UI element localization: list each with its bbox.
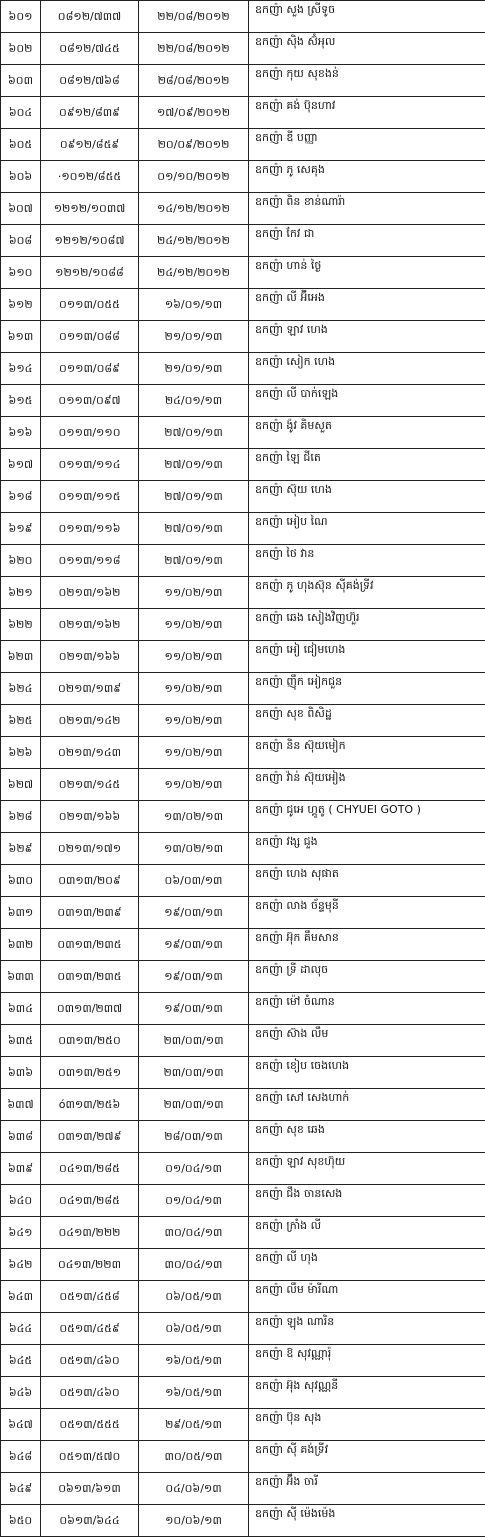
row-number-cell: ៦០៨ <box>1 225 41 257</box>
date-cell: ២០/០៩/២០១២ <box>139 129 249 161</box>
row-number-cell: ៦០៧ <box>1 193 41 225</box>
table-row <box>1 705 485 737</box>
reference-number-cell: ១២១២/១០៨៨ <box>41 257 139 289</box>
table-row <box>1 1057 485 1089</box>
name-cell: ឧកញ៉ា ជឹង ចានសេង <box>249 1185 485 1217</box>
name-cell: ឧកញ៉ា ញ៉ឹក អៀកជួន <box>249 673 485 705</box>
row-number-cell: ៦៤២ <box>1 1249 41 1281</box>
row-number-cell: ៦១៦ <box>1 417 41 449</box>
table-row <box>1 1025 485 1057</box>
reference-number-cell: ០៦១៣/៦១៣ <box>41 1473 139 1505</box>
table-row <box>1 1185 485 1217</box>
reference-number-cell: ០១១៣/១១៨ <box>41 545 139 577</box>
table-row <box>1 289 485 321</box>
table-row <box>1 97 485 129</box>
table-row <box>1 673 485 705</box>
date-cell: ១១/០២/១៣ <box>139 577 249 609</box>
name-cell: ឧកញ៉ា កែវ ជា <box>249 225 485 257</box>
date-cell: ១០/០៦/១៣ <box>139 1505 249 1537</box>
table-row <box>1 129 485 161</box>
name-cell: ឧកញ៉ា ស៊ាង លឹម <box>249 1025 485 1057</box>
date-cell: ១៣/០២/១៣ <box>139 801 249 833</box>
ledger-rows <box>1 1 485 1537</box>
table-row <box>1 1505 485 1537</box>
date-cell: ១៣/០២/១៣ <box>139 833 249 865</box>
row-number-cell: ៦៤៨ <box>1 1441 41 1473</box>
table-row <box>1 577 485 609</box>
reference-number-cell: ០១១៣/១១៤ <box>41 449 139 481</box>
date-cell: ០១/០៤/១៣ <box>139 1153 249 1185</box>
row-number-cell: ៦៤៧ <box>1 1409 41 1441</box>
name-cell: ឧកញ៉ា ស៊ិង ស៊ំអុល <box>249 33 485 65</box>
reference-number-cell: ០៣១៣/២៣៥ <box>41 961 139 993</box>
reference-number-cell: ១២១២/១០៣៧ <box>41 193 139 225</box>
date-cell: ២៣/០៣/១៣ <box>139 1025 249 1057</box>
row-number-cell: ៦១៤ <box>1 353 41 385</box>
name-cell: ឧកញ៉ា ឡុង ណារិន <box>249 1313 485 1345</box>
name-cell: ឧកញ៉ា ឡាវ សុខហ៊ុយ <box>249 1153 485 1185</box>
row-number-cell: ៦១៨ <box>1 481 41 513</box>
table-row <box>1 833 485 865</box>
name-cell: ឧកញ៉ា ឡៃ ជីតេ <box>249 449 485 481</box>
row-number-cell: ៦១៧ <box>1 449 41 481</box>
date-cell: ២១/០១/១៣ <box>139 321 249 353</box>
row-number-cell: ៦២២ <box>1 609 41 641</box>
reference-number-cell: ·១០១២/៨៥៥ <box>41 161 139 193</box>
table-row <box>1 385 485 417</box>
table-row <box>1 321 485 353</box>
row-number-cell: ៦១៥ <box>1 385 41 417</box>
name-cell: ឧកញ៉ា សៅ សេងហាក់ <box>249 1089 485 1121</box>
date-cell: ១៩/០៣/១៣ <box>139 961 249 993</box>
table-row <box>1 961 485 993</box>
reference-number-cell: ០៥១៣/៤៥៨ <box>41 1281 139 1313</box>
row-number-cell: ៦៣៥ <box>1 1025 41 1057</box>
name-cell: ឧកញ៉ា អ៊ឹង ចារី <box>249 1473 485 1505</box>
table-row <box>1 1249 485 1281</box>
row-number-cell: ៦៤៤ <box>1 1313 41 1345</box>
date-cell: ២៤/១២/២០១២ <box>139 257 249 289</box>
date-cell: ០៦/០៣/១៣ <box>139 865 249 897</box>
name-cell: ឧកញ៉ា លី ហុង <box>249 1249 485 1281</box>
name-cell: ឧកញ៉ា កុយ សុខងន់ <box>249 65 485 97</box>
name-cell: ឧកញ៉ា លឹម ម៉ារីណា <box>249 1281 485 1313</box>
table-row <box>1 513 485 545</box>
table-row <box>1 1217 485 1249</box>
reference-number-cell: ០២១៣/១៤៥ <box>41 769 139 801</box>
date-cell: ២៧/០១/១៣ <box>139 513 249 545</box>
row-number-cell: ៦២៥ <box>1 705 41 737</box>
date-cell: ២២/០៨/២០១២ <box>139 33 249 65</box>
reference-number-cell: ០៨១២/៧៣៧ <box>41 1 139 33</box>
row-number-cell: ៦៣០ <box>1 865 41 897</box>
date-cell: ១៧/០៩/២០១២ <box>139 97 249 129</box>
reference-number-cell: ០១១៣/១១៦ <box>41 513 139 545</box>
name-cell: ឧកញ៉ា ម៉ៅ ចំណាន <box>249 993 485 1025</box>
date-cell: ១៤/១២/២០១២ <box>139 193 249 225</box>
reference-number-cell: ០៩១២/៨៣៩ <box>41 97 139 129</box>
date-cell: ១១/០២/១៣ <box>139 609 249 641</box>
date-cell: ១១/០២/១៣ <box>139 769 249 801</box>
name-cell: ឧកញ៉ា លាង ច័ន្ទមុនី <box>249 897 485 929</box>
name-cell: ឧកញ៉ា ប៊ុន សុង <box>249 1409 485 1441</box>
table-row <box>1 1473 485 1505</box>
table-row <box>1 1 485 33</box>
reference-number-cell: ០៨១២/៧៤៥ <box>41 33 139 65</box>
table-row <box>1 801 485 833</box>
date-cell: ២៧/០១/១៣ <box>139 449 249 481</box>
row-number-cell: ៦១០ <box>1 257 41 289</box>
reference-number-cell: ០១១៣/០៨៨ <box>41 321 139 353</box>
reference-number-cell: ០២១៣/១៤២ <box>41 705 139 737</box>
date-cell: ២៤/១២/២០១២ <box>139 225 249 257</box>
reference-number-cell: ០៤១៣/២៨៥ <box>41 1185 139 1217</box>
name-cell: ឧកញ៉ា អ៊ុង សុវណ្ណនី <box>249 1377 485 1409</box>
reference-number-cell: ០៣១៣/២៣៩ <box>41 897 139 929</box>
name-cell: ឧកញ៉ា ហាន់ ថ្ងៃ <box>249 257 485 289</box>
table-row <box>1 65 485 97</box>
date-cell: ១៩/០៣/១៣ <box>139 929 249 961</box>
reference-number-cell: ០៩១២/៨៥៩ <box>41 129 139 161</box>
date-cell: ៣០/០៥/១៣ <box>139 1441 249 1473</box>
row-number-cell: ៦២១ <box>1 577 41 609</box>
date-cell: ០៦/០៥/១៣ <box>139 1281 249 1313</box>
reference-number-cell: ០៥១៣/៤៦០ <box>41 1377 139 1409</box>
name-cell: ឧកញ៉ា ពិន ខាន់ណារ៉ា <box>249 193 485 225</box>
date-cell: ២៨/០៣/១៣ <box>139 1121 249 1153</box>
name-cell: ឧកញ៉ា វ៉ាន់ ស៊ុយអៀង <box>249 769 485 801</box>
name-cell: ឧកញ៉ា ថៃ វាន <box>249 545 485 577</box>
name-cell: ឧកញ៉ា សុខ ឆេង <box>249 1121 485 1153</box>
reference-number-cell: ០៨១២/៧៦៨ <box>41 65 139 97</box>
row-number-cell: ៦៣២ <box>1 929 41 961</box>
name-cell: ឧកញ៉ា វង្ស ជួង <box>249 833 485 865</box>
name-cell: ឧកញ៉ា និន ស៊ុយមៀក <box>249 737 485 769</box>
reference-number-cell: ០២១៣/១៦៦ <box>41 641 139 673</box>
row-number-cell: ៦២៨ <box>1 801 41 833</box>
date-cell: ១១/០២/១៣ <box>139 737 249 769</box>
name-cell: ឧកញ៉ា ស៊ុយ ហេង <box>249 481 485 513</box>
row-number-cell: ៦៣៩ <box>1 1153 41 1185</box>
row-number-cell: ៦២០ <box>1 545 41 577</box>
row-number-cell: ៦០៤ <box>1 97 41 129</box>
table-row <box>1 225 485 257</box>
reference-number-cell: ០៥១៣/៥៧០ <box>41 1441 139 1473</box>
row-number-cell: ៦២៤ <box>1 673 41 705</box>
name-cell: ឧកញ៉ា សៀក ហេង <box>249 353 485 385</box>
name-cell: ឧកញ៉ា គង់ ប៊ុនហាវ <box>249 97 485 129</box>
table-row <box>1 1345 485 1377</box>
date-cell: ២៣/០៣/១៣ <box>139 1089 249 1121</box>
table-row <box>1 193 485 225</box>
reference-number-cell: ០៣១៣/២៣៥ <box>41 929 139 961</box>
reference-number-cell: ០៥១៣/៤៦០ <box>41 1345 139 1377</box>
row-number-cell: ៦០១ <box>1 1 41 33</box>
row-number-cell: ៦១៣ <box>1 321 41 353</box>
name-cell: ឧកញ៉ា ឆេង សៀងវិញហ៊ួរ <box>249 609 485 641</box>
reference-number-cell: ០៤១៣/២៨៥ <box>41 1153 139 1185</box>
date-cell: ២២/០៨/២០១២ <box>139 1 249 33</box>
table-row <box>1 1089 485 1121</box>
reference-number-cell: ០៣១៣/២៥១ <box>41 1057 139 1089</box>
row-number-cell: ៦៤៩ <box>1 1473 41 1505</box>
table-row <box>1 769 485 801</box>
name-cell: ឧកញ៉ា សួង ស្រីទូច <box>249 1 485 33</box>
row-number-cell: ៦២៣ <box>1 641 41 673</box>
date-cell: ០៤/០៦/១៣ <box>139 1473 249 1505</box>
name-cell: ឧកញ៉ា ង៉ូវ គិមសួត <box>249 417 485 449</box>
date-cell: ២៩/០៥/១៣ <box>139 1409 249 1441</box>
name-cell: ឧកញ៉ា ហេង សុផាត <box>249 865 485 897</box>
table-row <box>1 1121 485 1153</box>
table-row <box>1 897 485 929</box>
name-cell: ឧកញ៉ា ទ្រី ដាលុច <box>249 961 485 993</box>
name-cell: ឧកញ៉ា ភូ សេគុង <box>249 161 485 193</box>
row-number-cell: ៦០៥ <box>1 129 41 161</box>
date-cell: ២៧/០១/១៣ <box>139 481 249 513</box>
row-number-cell: ៦៤៦ <box>1 1377 41 1409</box>
date-cell: ២៨/០៨/២០១២ <box>139 65 249 97</box>
table-row <box>1 1313 485 1345</box>
table-row <box>1 641 485 673</box>
date-cell: ២៧/០១/១៣ <box>139 545 249 577</box>
reference-number-cell: ០២១៣/១៧១ <box>41 833 139 865</box>
date-cell: ៣០/០៤/១៣ <box>139 1249 249 1281</box>
row-number-cell: ៦៥០ <box>1 1505 41 1537</box>
table-row <box>1 161 485 193</box>
date-cell: ២៣/០៣/១៣ <box>139 1057 249 1089</box>
reference-number-cell: ០៣១៣/២៣៧ <box>41 993 139 1025</box>
reference-number-cell: ០២១៣/១៦២ <box>41 577 139 609</box>
name-cell: ឧកញ៉ា លី បាក់ឡេង <box>249 385 485 417</box>
reference-number-cell: ០១១៣/១១៥ <box>41 481 139 513</box>
reference-number-cell: ០៦១៣/៦៤៤ <box>41 1505 139 1537</box>
reference-number-cell: ០៥១៣/៤៥៩ <box>41 1313 139 1345</box>
reference-number-cell: ០២១៣/១៦៦ <box>41 801 139 833</box>
reference-number-cell: ០២១៣/១៣៩ <box>41 673 139 705</box>
name-cell: ឧកញ៉ា លី អ៊ីអេង <box>249 289 485 321</box>
name-cell: ឧកញ៉ា សុខ ពិសិដ្ឋ <box>249 705 485 737</box>
date-cell: ១៦/០៥/១៣ <box>139 1377 249 1409</box>
name-cell: ឧកញ៉ា ឌី បញ្ញា <box>249 129 485 161</box>
row-number-cell: ៦៤៥ <box>1 1345 41 1377</box>
reference-number-cell: ó៣១៣/២៥៦ <box>41 1089 139 1121</box>
reference-number-cell: ០៣១៣/២៥០ <box>41 1025 139 1057</box>
table-row <box>1 865 485 897</box>
name-cell: ឧកញ៉ា ស៊ី គង់ទ្រីវ <box>249 1441 485 1473</box>
date-cell: ១១/០២/១៣ <box>139 705 249 737</box>
row-number-cell: ៦៤៣ <box>1 1281 41 1313</box>
date-cell: ១១/០២/១៣ <box>139 673 249 705</box>
date-cell: ១៩/០៣/១៣ <box>139 993 249 1025</box>
name-cell: ឧកញ៉ា អៀ ជៀមហេង <box>249 641 485 673</box>
table-row <box>1 353 485 385</box>
date-cell: ០១/០៤/១៣ <box>139 1185 249 1217</box>
row-number-cell: ៦២៦ <box>1 737 41 769</box>
date-cell: ២៧/០១/១៣ <box>139 417 249 449</box>
name-cell: ឧកញ៉ា ស៊ី ម៉េងម៉េង <box>249 1505 485 1537</box>
date-cell: ៣០/០៤/១៣ <box>139 1217 249 1249</box>
row-number-cell: ៦៣៤ <box>1 993 41 1025</box>
row-number-cell: ៦២៧ <box>1 769 41 801</box>
reference-number-cell: ០១១៣/០៩៧ <box>41 385 139 417</box>
row-number-cell: ៦១៩ <box>1 513 41 545</box>
reference-number-cell: ០២១៣/១៦២ <box>41 609 139 641</box>
date-cell: ១៦/០៥/១៣ <box>139 1345 249 1377</box>
name-cell: ឧកញ៉ា ឡាវ ហេង <box>249 321 485 353</box>
row-number-cell: ៦០៣ <box>1 65 41 97</box>
date-cell: ១១/០២/១៣ <box>139 641 249 673</box>
name-cell: ឧកញ៉ា ជូអេ ហ្គូតូ ( CHYUEI GOTO ) <box>249 801 485 833</box>
row-number-cell: ៦៣១ <box>1 897 41 929</box>
date-cell: ១៦/០១/១៣ <box>139 289 249 321</box>
name-cell: ឧកញ៉ា អ៊ុក គឹមសាន <box>249 929 485 961</box>
table-row <box>1 1441 485 1473</box>
row-number-cell: ៦០៦ <box>1 161 41 193</box>
table-row <box>1 1281 485 1313</box>
table-row <box>1 609 485 641</box>
table-row <box>1 545 485 577</box>
reference-number-cell: ០៣១៣/២០៩ <box>41 865 139 897</box>
table-row <box>1 417 485 449</box>
row-number-cell: ៦៤១ <box>1 1217 41 1249</box>
table-row <box>1 737 485 769</box>
date-cell: ០១/១០/២០១២ <box>139 161 249 193</box>
row-number-cell: ៦៣៧ <box>1 1089 41 1121</box>
date-cell: ០៦/០៥/១៣ <box>139 1313 249 1345</box>
row-number-cell: ៦៣៨ <box>1 1121 41 1153</box>
reference-number-cell: ០១១៣/០៨៩ <box>41 353 139 385</box>
table-row <box>1 1409 485 1441</box>
table-row <box>1 929 485 961</box>
reference-number-cell: ០៣១៣/២៧៩ <box>41 1121 139 1153</box>
row-number-cell: ៦៣៦ <box>1 1057 41 1089</box>
reference-number-cell: ០២១៣/១៤៣ <box>41 737 139 769</box>
reference-number-cell: ០៤១៣/២២៣ <box>41 1249 139 1281</box>
row-number-cell: ៦១២ <box>1 289 41 321</box>
name-cell: ឧកញ៉ា អៀប ណៃ <box>249 513 485 545</box>
reference-number-cell: ០១១៣/០៥៥ <box>41 289 139 321</box>
reference-number-cell: ០៥១៣/៥៥៥ <box>41 1409 139 1441</box>
date-cell: ២៤/០១/១៣ <box>139 385 249 417</box>
row-number-cell: ៦៣៣ <box>1 961 41 993</box>
reference-number-cell: ០៤១៣/២២២ <box>41 1217 139 1249</box>
date-cell: ២១/០១/១៣ <box>139 353 249 385</box>
table-row <box>1 993 485 1025</box>
reference-number-cell: ១២១២/១០៨៧ <box>41 225 139 257</box>
name-cell: ឧកញ៉ា ខៀប ចេងហេង <box>249 1057 485 1089</box>
table-row <box>1 481 485 513</box>
row-number-cell: ៦២៩ <box>1 833 41 865</box>
row-number-cell: ៦០២ <box>1 33 41 65</box>
table-row <box>1 33 485 65</box>
row-number-cell: ៦៤០ <box>1 1185 41 1217</box>
date-cell: ១៩/០៣/១៣ <box>139 897 249 929</box>
name-cell: ឧកញ៉ា ភូ ហុងស៊ុន ស៊ីគង់ទ្រីវ <box>249 577 485 609</box>
name-cell: ឧកញ៉ា ក្រាំង លី <box>249 1217 485 1249</box>
table-row <box>1 1377 485 1409</box>
name-cell: ឧកញ៉ា ឱ សុវណ្ណារ៉ុ <box>249 1345 485 1377</box>
table-row <box>1 1153 485 1185</box>
table-row <box>1 257 485 289</box>
reference-number-cell: ០១១៣/១១០ <box>41 417 139 449</box>
table-row <box>1 449 485 481</box>
